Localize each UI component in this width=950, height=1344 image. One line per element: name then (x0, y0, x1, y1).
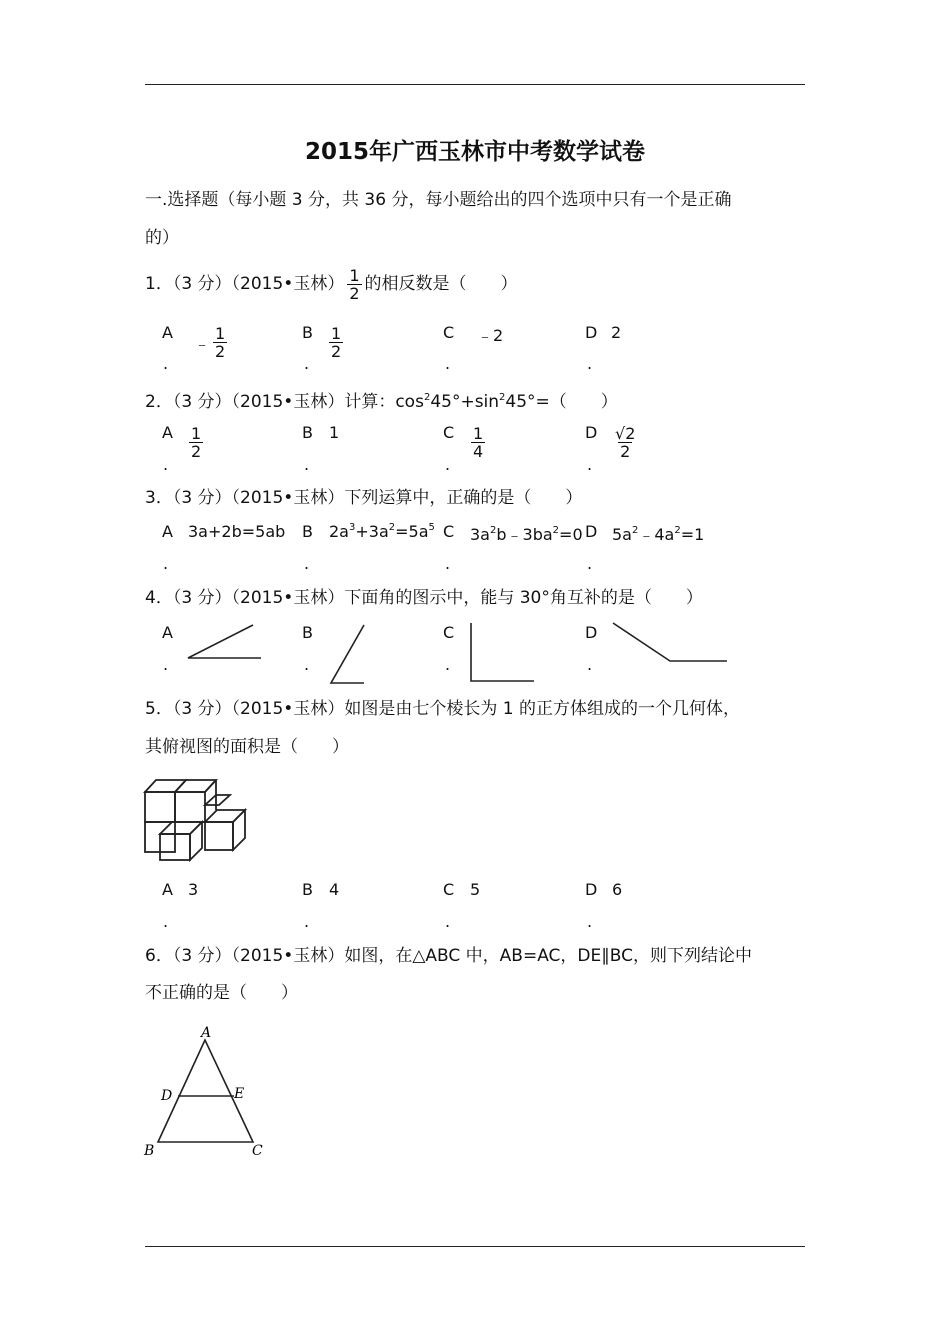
q1-option-d-dot: . (587, 354, 593, 373)
q5-option-d-value: 6 (612, 880, 623, 899)
q5-cubes-figure (142, 776, 252, 866)
angle-d-lines (613, 623, 727, 661)
question-2: 2．（3 分）（2015•玉林）计算：$\cos^245^\circ+\sin^245^\circ=$（ ） (145, 392, 618, 412)
q4-angle-d-figure (610, 620, 730, 664)
q1-option-b-letter: B (302, 323, 313, 342)
q2-option-d-value: $\frac{√2}{2}$ (615, 424, 636, 461)
q2-option-b-letter: B (302, 423, 313, 442)
bottom-rule (145, 1246, 805, 1247)
angle-a-lines (188, 625, 261, 658)
angle-c-lines (471, 623, 534, 681)
q3-option-b-letter: B (302, 522, 313, 541)
q2-option-a-dot: . (163, 455, 169, 474)
q4-option-a-dot: . (163, 655, 169, 674)
q5-option-c-dot: . (445, 912, 451, 931)
question-5-line2: 其俯视图的面积是（ ） (145, 737, 349, 757)
label-c: C (252, 1143, 263, 1159)
q5-option-a-dot: . (163, 912, 169, 931)
q4-angle-c-figure (468, 620, 538, 684)
q3-option-d-value: $5a^2﹣4a^2=1$ (612, 525, 705, 544)
q2-option-d-letter: D (585, 423, 598, 442)
q3-option-a-dot: . (163, 554, 169, 573)
q3-option-a-value: 3a+2b=5ab (188, 522, 286, 541)
q5-option-a-value: 3 (188, 880, 199, 899)
q2-option-c-value: $\frac{1}{4}$ (473, 424, 484, 461)
label-b: B (144, 1143, 155, 1159)
question-1 (145, 266, 518, 302)
q2-option-a-letter: A (162, 423, 173, 442)
page-title: 2015年广西玉林市中考数学试卷 (304, 139, 645, 165)
q1-option-c-dot: . (445, 354, 451, 373)
q1-option-b-dot: . (304, 354, 310, 373)
q4-option-b-letter: B (302, 623, 313, 642)
q4-option-d-letter: D (585, 623, 598, 642)
q3-option-d-dot: . (587, 554, 593, 573)
q4-option-b-dot: . (304, 655, 310, 674)
q6-triangle-figure (140, 1022, 280, 1162)
q2-option-c-letter: C (443, 423, 455, 442)
q4-angle-b-figure (328, 622, 368, 686)
q3-option-c-letter: C (443, 522, 455, 541)
q5-option-b-value: 4 (329, 880, 340, 899)
q2-option-b-dot: . (304, 455, 310, 474)
cube-outlines (145, 780, 245, 860)
q1-fraction: $\frac{1}{2}$ (349, 265, 360, 303)
section-heading-line2: 的） (145, 228, 179, 248)
label-d: D (161, 1088, 173, 1104)
q1-option-a-letter: A (162, 323, 173, 342)
q5-option-a-letter: A (162, 880, 173, 899)
q4-option-c-dot: . (445, 655, 451, 674)
q5-option-b-letter: B (302, 880, 313, 899)
q1-option-b-value: $\frac{1}{2}$ (331, 324, 342, 361)
q1-suffix: 的相反数是（ ） (364, 274, 518, 294)
q1-option-c-letter: C (443, 323, 455, 342)
q4-angle-a-figure (185, 622, 265, 662)
question-4: 4．（3 分）（2015•玉林）下面角的图示中，能与 30°角互补的是（ ） (145, 588, 703, 608)
q5-option-d-letter: D (585, 880, 598, 899)
q5-option-c-value: 5 (470, 880, 481, 899)
q3-option-b-dot: . (304, 554, 310, 573)
q5-option-b-dot: . (304, 912, 310, 931)
q4-option-a-letter: A (162, 623, 173, 642)
q1-prefix: 1．（3 分）（2015•玉林） (145, 274, 345, 294)
q5-option-d-dot: . (587, 912, 593, 931)
q1-option-a-value: ﹣ $\frac{1}{2}$ (194, 324, 226, 361)
q1-option-c-value: ﹣2 (477, 326, 504, 345)
question-3: 3．（3 分）（2015•玉林）下列运算中，正确的是（ ） (145, 488, 583, 508)
q1-option-a-dot: . (163, 354, 169, 373)
q3-option-d-letter: D (585, 522, 598, 541)
q3-option-a-letter: A (162, 522, 173, 541)
question-6-line1: 6．（3 分）（2015•玉林）如图，在△ABC 中，AB=AC，DE∥BC，则下列结论中 (145, 946, 752, 966)
q3-option-c-value: $3a^2b﹣3ba^2=0$ (470, 525, 583, 544)
question-6-line2: 不正确的是（ ） (145, 983, 298, 1003)
label-e: E (234, 1086, 245, 1102)
q2-option-a-value: $\frac{1}{2}$ (191, 424, 202, 461)
q1-option-d-letter: D (585, 323, 598, 342)
q2-option-d-dot: . (587, 455, 593, 474)
q2-option-c-dot: . (445, 455, 451, 474)
q4-option-d-dot: . (587, 655, 593, 674)
section-heading-line1: 一.选择题（每小题 3 分，共 36 分，每小题给出的四个选项中只有一个是正确 (145, 190, 732, 210)
q3-option-c-dot: . (445, 554, 451, 573)
question-5-line1: 5．（3 分）（2015•玉林）如图是由七个棱长为 1 的正方体组成的一个几何体， (145, 699, 740, 719)
label-a: A (201, 1025, 212, 1041)
q1-option-d-value: 2 (611, 323, 622, 342)
q2-option-b-value: 1 (329, 423, 340, 442)
q5-option-c-letter: C (443, 880, 455, 899)
q3-option-b-value: $2a^3+3a^2=5a^5$ (329, 522, 435, 541)
angle-b-lines (331, 625, 364, 683)
top-rule (145, 84, 805, 85)
q4-option-c-letter: C (443, 623, 455, 642)
